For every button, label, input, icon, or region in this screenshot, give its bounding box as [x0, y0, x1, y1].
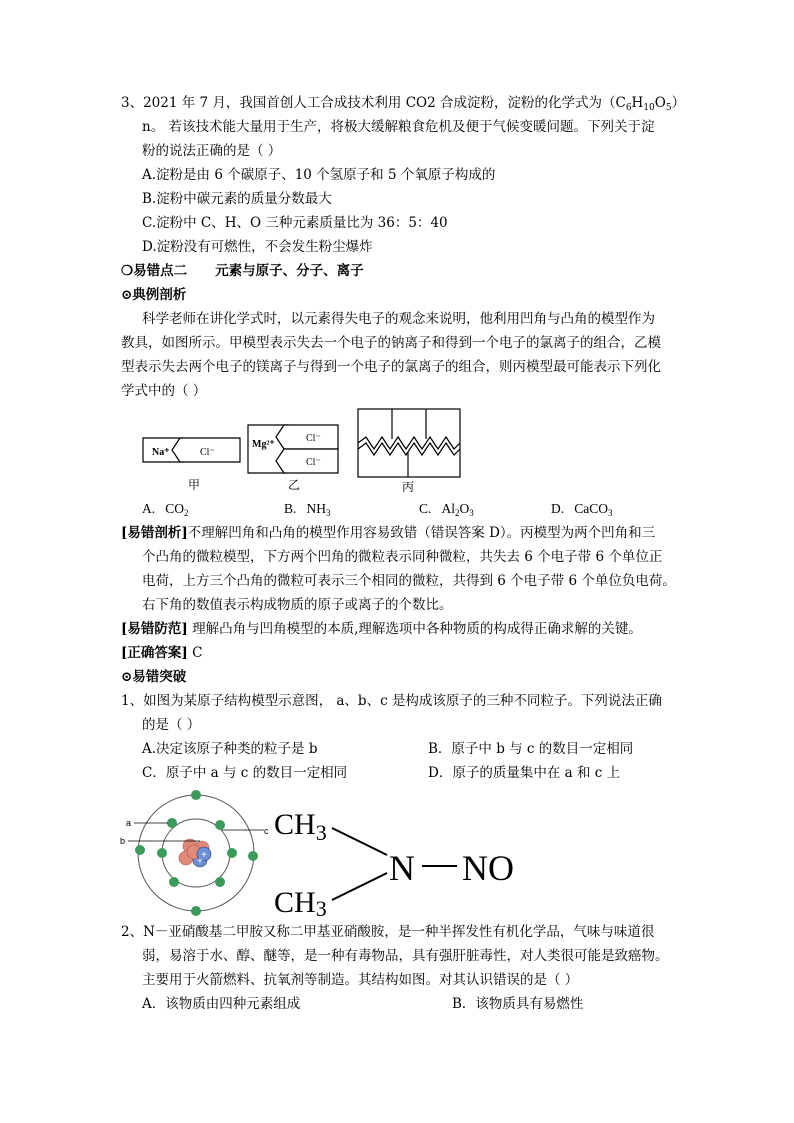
prevention-line — [121, 619, 642, 639]
label-bing: 丙 — [402, 480, 415, 494]
answer-label: [正确答案] — [121, 645, 188, 661]
cl-ion-label-top: Cl⁻ — [306, 433, 321, 444]
label-b: b — [120, 836, 126, 846]
example-para-4: 学式中的（ ） — [121, 383, 207, 399]
na-ion-label: Na⁺ — [152, 447, 170, 458]
breakthrough-heading: ⊙易错突破 — [121, 669, 187, 685]
answer-text: C — [192, 645, 203, 661]
b2-line1: 2、N－亚硝酸基二甲胺又称二甲基亚硝酸胺，是一种半挥发性有机化学品，气味与味道很 — [121, 924, 655, 940]
mg-ion-label: Mg²⁺ — [252, 439, 275, 450]
b1-option-a: A.决定该原子种类的粒子是 b — [142, 741, 318, 757]
b2-line2: 弱，易溶于水、醇、醚等，是一种有毒物品，具有强肝脏毒性，对人类很可能是致癌物。 — [142, 948, 669, 964]
b1-line2: 的是（ ） — [142, 717, 201, 733]
nitrosamine-structure — [272, 800, 532, 920]
cl-ion-label: Cl⁻ — [200, 447, 215, 458]
model-bing — [358, 409, 460, 477]
ch3-top: $CH_3$ — [274, 808, 327, 845]
label-jia: 甲 — [188, 478, 201, 492]
svg-text:+: + — [197, 856, 203, 867]
option-formula: Al — [441, 501, 456, 516]
option-letter: A. — [142, 501, 156, 516]
atom-model-diagram — [120, 790, 270, 920]
b1-option-d: D．原子的质量集中在 a 和 c 上 — [428, 765, 621, 781]
q3-line3: 粉的说法正确的是（ ） — [142, 143, 282, 159]
answer-line — [121, 643, 202, 663]
ion-model-figure — [140, 405, 480, 495]
cl-ion-label-bottom: Cl⁻ — [306, 457, 321, 468]
analysis-text: 不理解凹角和凸角的模型作用容易致错（错误答案 D）。丙模型为两个凹角和三 — [187, 525, 656, 541]
label-c: c — [264, 826, 269, 836]
example-option-b — [284, 499, 331, 523]
b2-line3: 主要用于火箭燃料、抗氧剂等制造。其结构如图。对其认识错误的是（ ） — [142, 972, 579, 988]
formula-sub: 2 — [184, 508, 189, 518]
example-option-a — [142, 499, 189, 523]
b2-option-b: B．该物质具有易燃性 — [452, 996, 584, 1012]
formula-sub: 6 — [625, 103, 632, 113]
option-formula: O — [459, 501, 470, 516]
nitrogen-atom: N — [389, 848, 415, 888]
formula-sub: 10 — [643, 103, 655, 113]
option-formula: CO — [165, 501, 185, 516]
q3-line1-text: 3、2021 年 7 月，我国首创人工合成技术利用 CO2 合成淀粉，淀粉的化学式为（C — [121, 95, 626, 111]
atom-nucleus — [179, 839, 211, 867]
formula-o: O — [654, 95, 666, 111]
model-yi — [248, 425, 338, 473]
q3-option-c: C.淀粉中 C、H、O 三种元素质量比为 36：5：40 — [142, 215, 448, 231]
formula-close: ） — [671, 95, 686, 111]
option-letter: C. — [419, 501, 432, 516]
b1-line1: 1、如图为某原子结构模型示意图， a、b、c 是构成该原子的三种不同粒子。下列说法正确 — [121, 693, 662, 709]
analysis-line-4: 右下角的数值表示构成物质的原子或离子的个数比。 — [142, 597, 453, 613]
q3-line1 — [121, 93, 685, 118]
formula-sub: 5 — [665, 103, 672, 113]
example-heading: ⊙典例剖析 — [121, 287, 187, 303]
model-jia — [143, 438, 240, 462]
formula-sub: 2 — [455, 508, 460, 518]
example-para-1: 科学老师在讲化学式时，以元素得失电子的观念来说明，他利用凹角与凸角的模型作为 — [142, 311, 655, 327]
option-letter: D. — [551, 501, 565, 516]
analysis-line-2: 个凸角的微粒模型，下方两个凹角的微粒表示同种微粒，共失去 6 个电子带 6 个单位正 — [142, 549, 663, 565]
svg-text:+: + — [201, 850, 207, 861]
prevention-text: 理解凸角与凹角模型的本质,理解选项中各种物质的构成得正确求解的关键。 — [192, 621, 642, 637]
example-para-2: 教具，如图所示。甲模型表示失去一个电子的钠离子和得到一个电子的氯离子的组合，乙模 — [121, 335, 661, 351]
analysis-line-3: 电荷，上方三个凸角的微粒可表示三个相同的微粒，共得到 6 个电子带 6 个单位负电荷。 — [142, 573, 676, 589]
example-option-c — [419, 499, 474, 523]
formula-sub: 3 — [608, 508, 613, 518]
q3-option-a: A.淀粉是由 6 个碳原子、10 个氢原子和 5 个氧原子构成的 — [142, 167, 496, 183]
analysis-line-1 — [121, 523, 655, 543]
formula-h: H — [631, 95, 644, 111]
label-a: a — [126, 818, 132, 828]
label-yi: 乙 — [288, 478, 301, 492]
option-formula: CaCO — [574, 501, 608, 516]
formula-sub: 3 — [326, 508, 331, 518]
q3-line2: n。 若该技术能大量用于生产，将极大缓解粮食危机及便于气候变暖问题。下列关于淀 — [142, 119, 655, 135]
option-letter: B. — [284, 501, 297, 516]
nitroso-group: NO — [462, 848, 514, 888]
prevention-label: [易错防范] — [121, 621, 188, 637]
b1-option-b: B．原子中 b 与 c 的数目一定相同 — [428, 741, 634, 757]
b1-option-c: C．原子中 a 与 c 的数目一定相同 — [142, 765, 348, 781]
heading-text: 元素与原子、分子、离子 — [215, 263, 364, 279]
formula-sub: 3 — [469, 508, 474, 518]
section-heading — [121, 261, 364, 281]
example-option-d — [551, 499, 613, 523]
q3-option-b: B.淀粉中碳元素的质量分数最大 — [142, 191, 332, 207]
analysis-label: [易错剖析] — [121, 525, 188, 541]
b2-option-a: A．该物质由四种元素组成 — [142, 996, 301, 1012]
option-formula: NH — [306, 501, 327, 516]
q3-option-d: D.淀粉没有可燃性，不会发生粉尘爆炸 — [142, 239, 373, 255]
heading-mark: ❍易错点二 — [121, 263, 188, 279]
example-para-3: 型表示失去两个电子的镁离子与得到一个电子的氯离子的组合，则丙模型最可能表示下列化 — [121, 359, 661, 375]
ch3-bottom: CH3 — [274, 886, 327, 920]
